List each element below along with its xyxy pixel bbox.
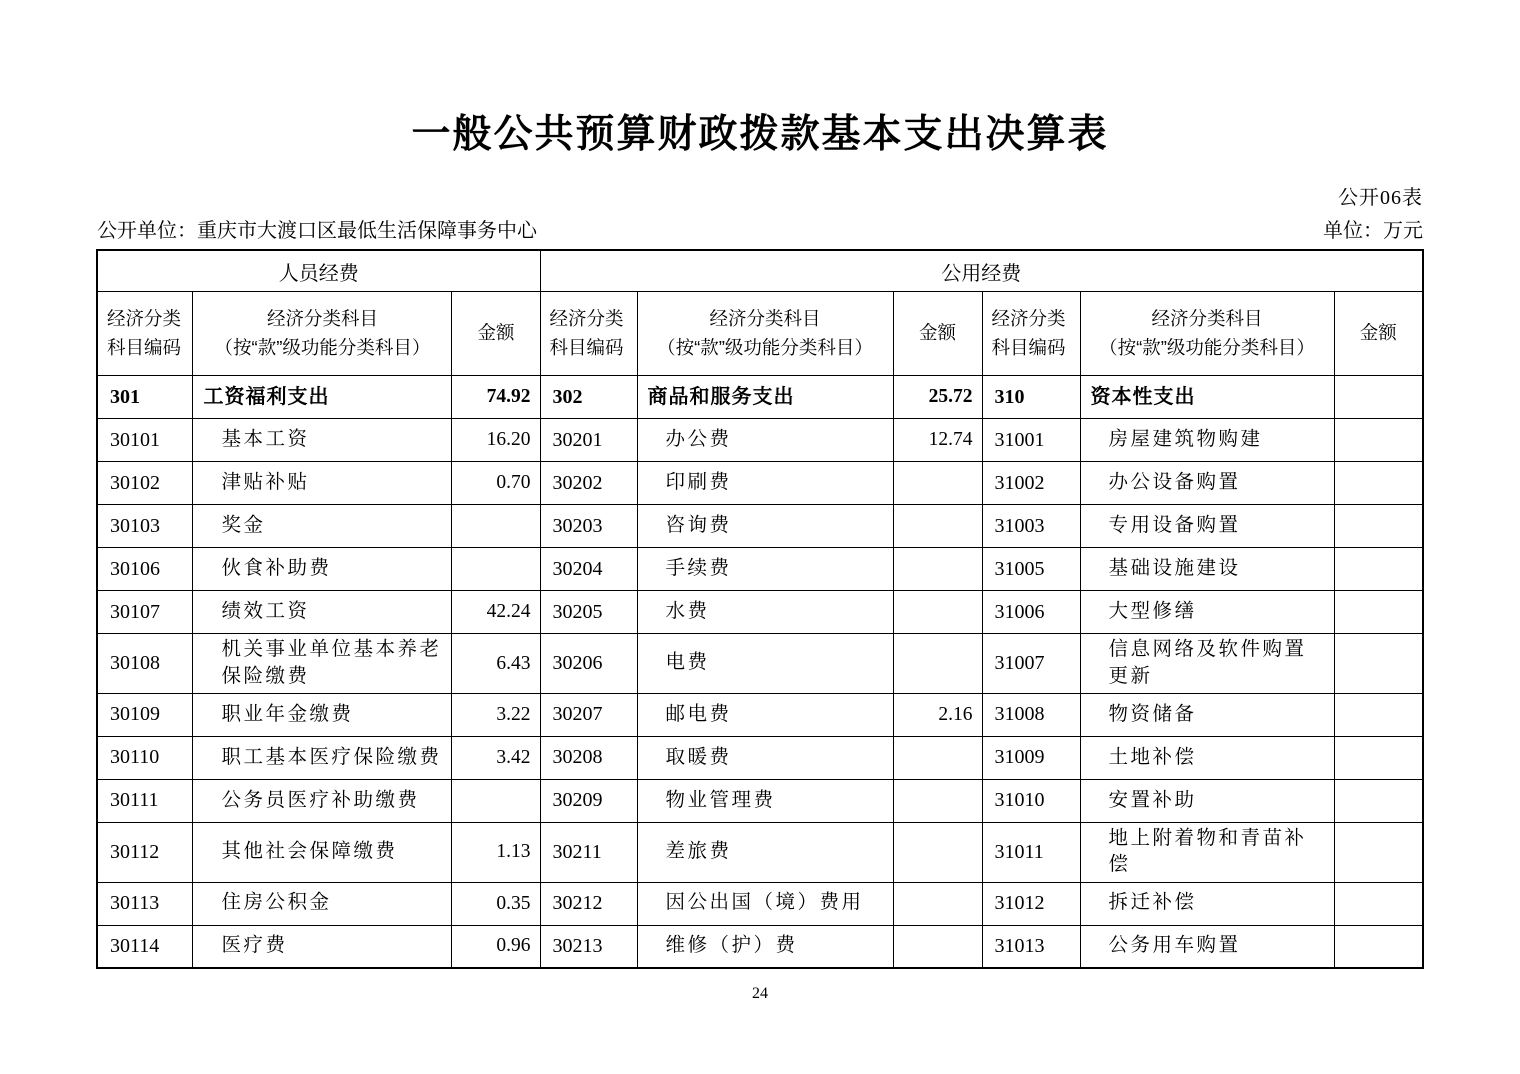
amount-cell bbox=[1334, 736, 1423, 779]
amount-cell: 12.74 bbox=[893, 419, 982, 462]
table-row bbox=[97, 462, 1423, 505]
subject-cell: 取暖费 bbox=[637, 736, 893, 779]
amount-cell bbox=[1334, 779, 1423, 822]
subject-cell: 医疗费 bbox=[193, 925, 452, 968]
code-cell: 310 bbox=[982, 376, 1080, 419]
amount-cell bbox=[1334, 591, 1423, 634]
code-cell: 30108 bbox=[97, 634, 193, 694]
subject-cell: 咨询费 bbox=[637, 505, 893, 548]
subject-cell: 大型修缮 bbox=[1080, 591, 1334, 634]
subject-cell: 伙食补助费 bbox=[193, 548, 452, 591]
amount-cell bbox=[893, 634, 982, 694]
section-row bbox=[97, 376, 1423, 419]
subject-cell: 物资储备 bbox=[1080, 693, 1334, 736]
code-cell: 31003 bbox=[982, 505, 1080, 548]
subject-cell: 资本性支出 bbox=[1080, 376, 1334, 419]
amount-cell bbox=[452, 505, 540, 548]
code-cell: 30213 bbox=[540, 925, 637, 968]
code-cell: 30209 bbox=[540, 779, 637, 822]
code-cell: 302 bbox=[540, 376, 637, 419]
code-cell: 31006 bbox=[982, 591, 1080, 634]
column-header-row bbox=[97, 292, 1423, 376]
subject-cell: 基础设施建设 bbox=[1080, 548, 1334, 591]
subject-cell: 房屋建筑物购建 bbox=[1080, 419, 1334, 462]
amount-cell: 0.35 bbox=[452, 882, 540, 925]
amount-cell bbox=[1334, 505, 1423, 548]
column-header-amount: 金额 bbox=[893, 292, 982, 376]
column-header-code: 经济分类 科目编码 bbox=[540, 292, 637, 376]
code-cell: 30109 bbox=[97, 693, 193, 736]
code-cell: 30110 bbox=[97, 736, 193, 779]
table-row bbox=[97, 591, 1423, 634]
amount-cell: 74.92 bbox=[452, 376, 540, 419]
amount-cell: 3.42 bbox=[452, 736, 540, 779]
amount-cell bbox=[893, 736, 982, 779]
subject-cell: 住房公积金 bbox=[193, 882, 452, 925]
code-cell: 30101 bbox=[97, 419, 193, 462]
table-row bbox=[97, 925, 1423, 968]
amount-cell bbox=[893, 548, 982, 591]
column-header-subject: 经济分类科目 （按“款”级功能分类科目） bbox=[1080, 292, 1334, 376]
amount-cell bbox=[893, 591, 982, 634]
amount-cell bbox=[1334, 822, 1423, 882]
group-header-personnel: 人员经费 bbox=[97, 250, 540, 292]
amount-cell bbox=[893, 882, 982, 925]
code-cell: 30103 bbox=[97, 505, 193, 548]
column-header-amount: 金额 bbox=[452, 292, 540, 376]
group-header-row bbox=[97, 250, 1423, 292]
amount-cell bbox=[893, 925, 982, 968]
amount-cell bbox=[893, 779, 982, 822]
code-cell: 30204 bbox=[540, 548, 637, 591]
subject-cell: 商品和服务支出 bbox=[637, 376, 893, 419]
table-row bbox=[97, 822, 1423, 882]
column-header-code: 经济分类 科目编码 bbox=[982, 292, 1080, 376]
amount-cell bbox=[893, 822, 982, 882]
subject-cell: 差旅费 bbox=[637, 822, 893, 882]
code-cell: 30114 bbox=[97, 925, 193, 968]
amount-cell: 0.70 bbox=[452, 462, 540, 505]
table-row bbox=[97, 634, 1423, 694]
code-cell: 30107 bbox=[97, 591, 193, 634]
column-header-subject: 经济分类科目 （按“款”级功能分类科目） bbox=[193, 292, 452, 376]
subject-cell: 办公费 bbox=[637, 419, 893, 462]
subject-cell: 奖金 bbox=[193, 505, 452, 548]
amount-cell: 42.24 bbox=[452, 591, 540, 634]
budget-table bbox=[96, 249, 1424, 969]
subject-cell: 职工基本医疗保险缴费 bbox=[193, 736, 452, 779]
code-cell: 31005 bbox=[982, 548, 1080, 591]
amount-cell: 0.96 bbox=[452, 925, 540, 968]
amount-cell: 25.72 bbox=[893, 376, 982, 419]
subject-cell: 专用设备购置 bbox=[1080, 505, 1334, 548]
subject-cell: 水费 bbox=[637, 591, 893, 634]
amount-cell: 6.43 bbox=[452, 634, 540, 694]
subject-cell: 拆迁补偿 bbox=[1080, 882, 1334, 925]
subject-cell: 土地补偿 bbox=[1080, 736, 1334, 779]
code-cell: 30212 bbox=[540, 882, 637, 925]
code-cell: 31002 bbox=[982, 462, 1080, 505]
code-cell: 31010 bbox=[982, 779, 1080, 822]
code-cell: 30106 bbox=[97, 548, 193, 591]
amount-cell bbox=[1334, 419, 1423, 462]
amount-cell bbox=[1334, 548, 1423, 591]
column-header-subject: 经济分类科目 （按“款”级功能分类科目） bbox=[637, 292, 893, 376]
subject-cell: 公务用车购置 bbox=[1080, 925, 1334, 968]
group-header-public: 公用经费 bbox=[540, 250, 1423, 292]
code-cell: 31007 bbox=[982, 634, 1080, 694]
amount-cell bbox=[452, 548, 540, 591]
code-cell: 30102 bbox=[97, 462, 193, 505]
code-cell: 30113 bbox=[97, 882, 193, 925]
amount-cell bbox=[1334, 634, 1423, 694]
amount-cell: 1.13 bbox=[452, 822, 540, 882]
amount-cell: 2.16 bbox=[893, 693, 982, 736]
subject-cell: 工资福利支出 bbox=[193, 376, 452, 419]
code-cell: 30202 bbox=[540, 462, 637, 505]
subject-cell: 其他社会保障缴费 bbox=[193, 822, 452, 882]
code-cell: 31009 bbox=[982, 736, 1080, 779]
subject-cell: 维修（护）费 bbox=[637, 925, 893, 968]
subject-cell: 信息网络及软件购置更新 bbox=[1080, 634, 1334, 694]
code-cell: 31008 bbox=[982, 693, 1080, 736]
page-number: 24 bbox=[752, 985, 768, 1003]
code-cell: 30211 bbox=[540, 822, 637, 882]
amount-cell bbox=[1334, 882, 1423, 925]
table-row bbox=[97, 548, 1423, 591]
subject-cell: 津贴补贴 bbox=[193, 462, 452, 505]
code-cell: 31013 bbox=[982, 925, 1080, 968]
table-row bbox=[97, 693, 1423, 736]
subject-cell: 办公设备购置 bbox=[1080, 462, 1334, 505]
amount-cell: 3.22 bbox=[452, 693, 540, 736]
code-cell: 30203 bbox=[540, 505, 637, 548]
subject-cell: 印刷费 bbox=[637, 462, 893, 505]
amount-cell bbox=[1334, 693, 1423, 736]
amount-cell bbox=[1334, 376, 1423, 419]
subject-cell: 手续费 bbox=[637, 548, 893, 591]
amount-cell bbox=[893, 505, 982, 548]
table-row bbox=[97, 736, 1423, 779]
subject-cell: 电费 bbox=[637, 634, 893, 694]
amount-cell bbox=[893, 462, 982, 505]
code-cell: 30205 bbox=[540, 591, 637, 634]
code-cell: 30208 bbox=[540, 736, 637, 779]
table-row bbox=[97, 779, 1423, 822]
amount-cell bbox=[1334, 462, 1423, 505]
code-cell: 31012 bbox=[982, 882, 1080, 925]
publisher-label: 公开单位：重庆市大渡口区最低生活保障事务中心 bbox=[97, 219, 537, 242]
table-row bbox=[97, 882, 1423, 925]
code-cell: 31001 bbox=[982, 419, 1080, 462]
document-meta bbox=[97, 181, 1423, 243]
table-row bbox=[97, 505, 1423, 548]
subject-cell: 邮电费 bbox=[637, 693, 893, 736]
subject-cell: 绩效工资 bbox=[193, 591, 452, 634]
subject-cell: 职业年金缴费 bbox=[193, 693, 452, 736]
subject-cell: 物业管理费 bbox=[637, 779, 893, 822]
code-cell: 30207 bbox=[540, 693, 637, 736]
subject-cell: 基本工资 bbox=[193, 419, 452, 462]
subject-cell: 地上附着物和青苗补偿 bbox=[1080, 822, 1334, 882]
amount-cell: 16.20 bbox=[452, 419, 540, 462]
column-header-amount: 金额 bbox=[1334, 292, 1423, 376]
column-header-code: 经济分类 科目编码 bbox=[97, 292, 193, 376]
code-cell: 30201 bbox=[540, 419, 637, 462]
amount-cell bbox=[452, 779, 540, 822]
code-cell: 31011 bbox=[982, 822, 1080, 882]
subject-cell: 机关事业单位基本养老保险缴费 bbox=[193, 634, 452, 694]
amount-cell bbox=[1334, 925, 1423, 968]
code-cell: 30206 bbox=[540, 634, 637, 694]
code-cell: 301 bbox=[97, 376, 193, 419]
table-row bbox=[97, 419, 1423, 462]
subject-cell: 因公出国（境）费用 bbox=[637, 882, 893, 925]
code-cell: 30112 bbox=[97, 822, 193, 882]
subject-cell: 安置补助 bbox=[1080, 779, 1334, 822]
subject-cell: 公务员医疗补助缴费 bbox=[193, 779, 452, 822]
page-title: 一般公共预算财政拨款基本支出决算表 bbox=[411, 113, 1109, 156]
form-code-label: 公开06表 bbox=[1338, 186, 1423, 209]
unit-note-label: 单位：万元 bbox=[1323, 219, 1423, 242]
code-cell: 30111 bbox=[97, 779, 193, 822]
